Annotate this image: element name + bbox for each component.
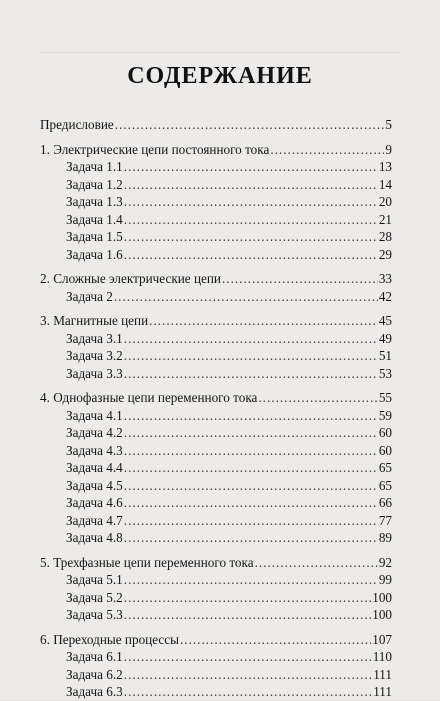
page-title: СОДЕРЖАНИЕ [127,63,313,89]
toc-task-entry [40,459,392,477]
dot-leader [270,141,384,159]
toc-task-entry [40,158,392,176]
entry-page-number: 21 [378,211,392,227]
entry-page-number: 99 [378,572,392,587]
entry-page-number: 33 [378,271,392,286]
section-gap [40,305,392,312]
entry-label: Задача 4.8 [66,530,123,545]
entry-page-number: 51 [378,348,392,363]
entry-page-number: 42 [378,288,392,304]
entry-label: Задача 3.3 [66,365,123,381]
dot-leader [124,424,378,442]
dot-leader [124,246,378,264]
dot-leader [149,312,378,330]
toc-section-entry [40,141,392,159]
entry-label: Задача 5.2 [66,589,123,605]
toc-task-entry [40,571,392,589]
entry-page-number: 5 [385,117,392,132]
toc-task-entry [40,228,392,246]
entry-page-number: 65 [378,460,392,475]
dot-leader [124,193,378,211]
entry-page-number: 13 [378,159,392,174]
entry-page-number: 28 [378,229,392,244]
entry-page-number: 110 [372,649,392,664]
entry-page-number: 55 [378,390,392,405]
entry-label: Задача 1.1 [66,159,123,174]
entry-label: Задача 4.2 [66,425,123,440]
toc-section-entry [40,631,392,649]
entry-page-number: 100 [372,589,392,605]
entry-label: Задача 5.3 [66,607,123,622]
toc-task-entry [40,648,392,666]
dot-leader [124,683,372,701]
dot-leader [124,330,378,348]
entry-label: Задача 5.1 [66,572,123,587]
section-gap [40,624,392,631]
section-gap [40,382,392,389]
dot-leader [124,365,378,383]
entry-page-number: 60 [378,442,392,458]
dot-leader [124,666,372,684]
dot-leader [124,648,372,666]
entry-page-number: 49 [378,330,392,346]
entry-label: Задача 1.4 [66,211,123,227]
entry-page-number: 53 [378,365,392,381]
toc-task-entry [40,193,392,211]
toc-section-entry [40,270,392,288]
toc-task-entry [40,211,392,229]
toc-task-entry [40,407,392,425]
entry-label: Задача 1.6 [66,246,123,262]
entry-label: 1. Электрические цепи постоянного тока [40,141,270,157]
entry-page-number: 59 [378,407,392,423]
entry-label: 3. Магнитные цепи [40,313,149,328]
entry-page-number: 100 [372,607,392,622]
dot-leader [124,477,378,495]
toc-section-entry [40,554,392,572]
entry-label: Задача 6.3 [66,684,123,699]
dot-leader [124,512,378,530]
section-gap [40,263,392,270]
entry-page-number: 66 [378,495,392,510]
dot-leader [124,347,378,365]
toc-section-entry [40,312,392,330]
entry-label: 6. Переходные процессы [40,631,179,647]
dot-leader [124,529,378,547]
dot-leader [124,158,378,176]
dot-leader [124,459,378,477]
entry-label: Задача 4.4 [66,460,123,475]
entry-label: Задача 2 [66,288,113,304]
toc-task-entry [40,288,392,306]
dot-leader [124,407,378,425]
entry-label: Задача 6.1 [66,649,123,664]
toc-section-entry [40,116,392,134]
dot-leader [124,176,378,194]
dot-leader [114,288,378,306]
toc-task-entry [40,666,392,684]
entry-label: 5. Трехфазные цепи переменного тока [40,554,254,570]
dot-leader [124,571,378,589]
dot-leader [180,631,371,649]
entry-page-number: 14 [378,176,392,192]
entry-label: Задача 4.1 [66,407,123,423]
entry-page-number: 29 [378,246,392,262]
dot-leader [124,211,378,229]
toc-task-entry [40,246,392,264]
section-gap [40,547,392,554]
entry-page-number: 9 [385,141,392,157]
entry-page-number: 111 [373,684,392,699]
table-of-contents [40,116,392,701]
toc-task-entry [40,589,392,607]
dot-leader [258,389,377,407]
entry-label: Задача 4.3 [66,442,123,458]
toc-task-entry [40,494,392,512]
entry-page-number: 60 [378,425,392,440]
toc-task-entry [40,176,392,194]
dot-leader [124,494,378,512]
entry-page-number: 20 [378,194,392,209]
toc-task-entry [40,512,392,530]
show-through-header-line [40,42,400,53]
dot-leader [255,554,378,572]
entry-label: 2. Сложные электрические цепи [40,271,221,286]
toc-task-entry [40,330,392,348]
toc-task-entry [40,477,392,495]
toc-task-entry [40,365,392,383]
toc-section-entry [40,389,392,407]
entry-page-number: 45 [378,313,392,328]
toc-task-entry [40,683,392,701]
toc-task-entry [40,529,392,547]
entry-page-number: 111 [373,666,392,682]
entry-label: 4. Однофазные цепи переменного тока [40,390,258,405]
entry-label: Задача 1.2 [66,176,123,192]
section-gap [40,134,392,141]
dot-leader [124,589,371,607]
entry-page-number: 92 [378,554,392,570]
entry-label: Задача 6.2 [66,666,123,682]
entry-label: Задача 4.7 [66,512,123,528]
toc-task-entry [40,347,392,365]
dot-leader [124,442,378,460]
dot-leader [124,606,371,624]
toc-task-entry [40,606,392,624]
entry-label: Задача 1.5 [66,229,123,244]
toc-task-entry [40,424,392,442]
dot-leader [222,270,378,288]
entry-label: Задача 1.3 [66,194,123,209]
entry-label: Задача 3.1 [66,330,123,346]
toc-task-entry [40,442,392,460]
entry-page-number: 107 [372,631,392,647]
dot-leader [115,116,385,134]
entry-page-number: 77 [378,512,392,528]
entry-label: Предисловие [40,117,114,132]
entry-label: Задача 4.6 [66,495,123,510]
entry-page-number: 65 [378,477,392,493]
entry-label: Задача 3.2 [66,348,123,363]
entry-label: Задача 4.5 [66,477,123,493]
dot-leader [124,228,378,246]
entry-page-number: 89 [378,530,392,545]
